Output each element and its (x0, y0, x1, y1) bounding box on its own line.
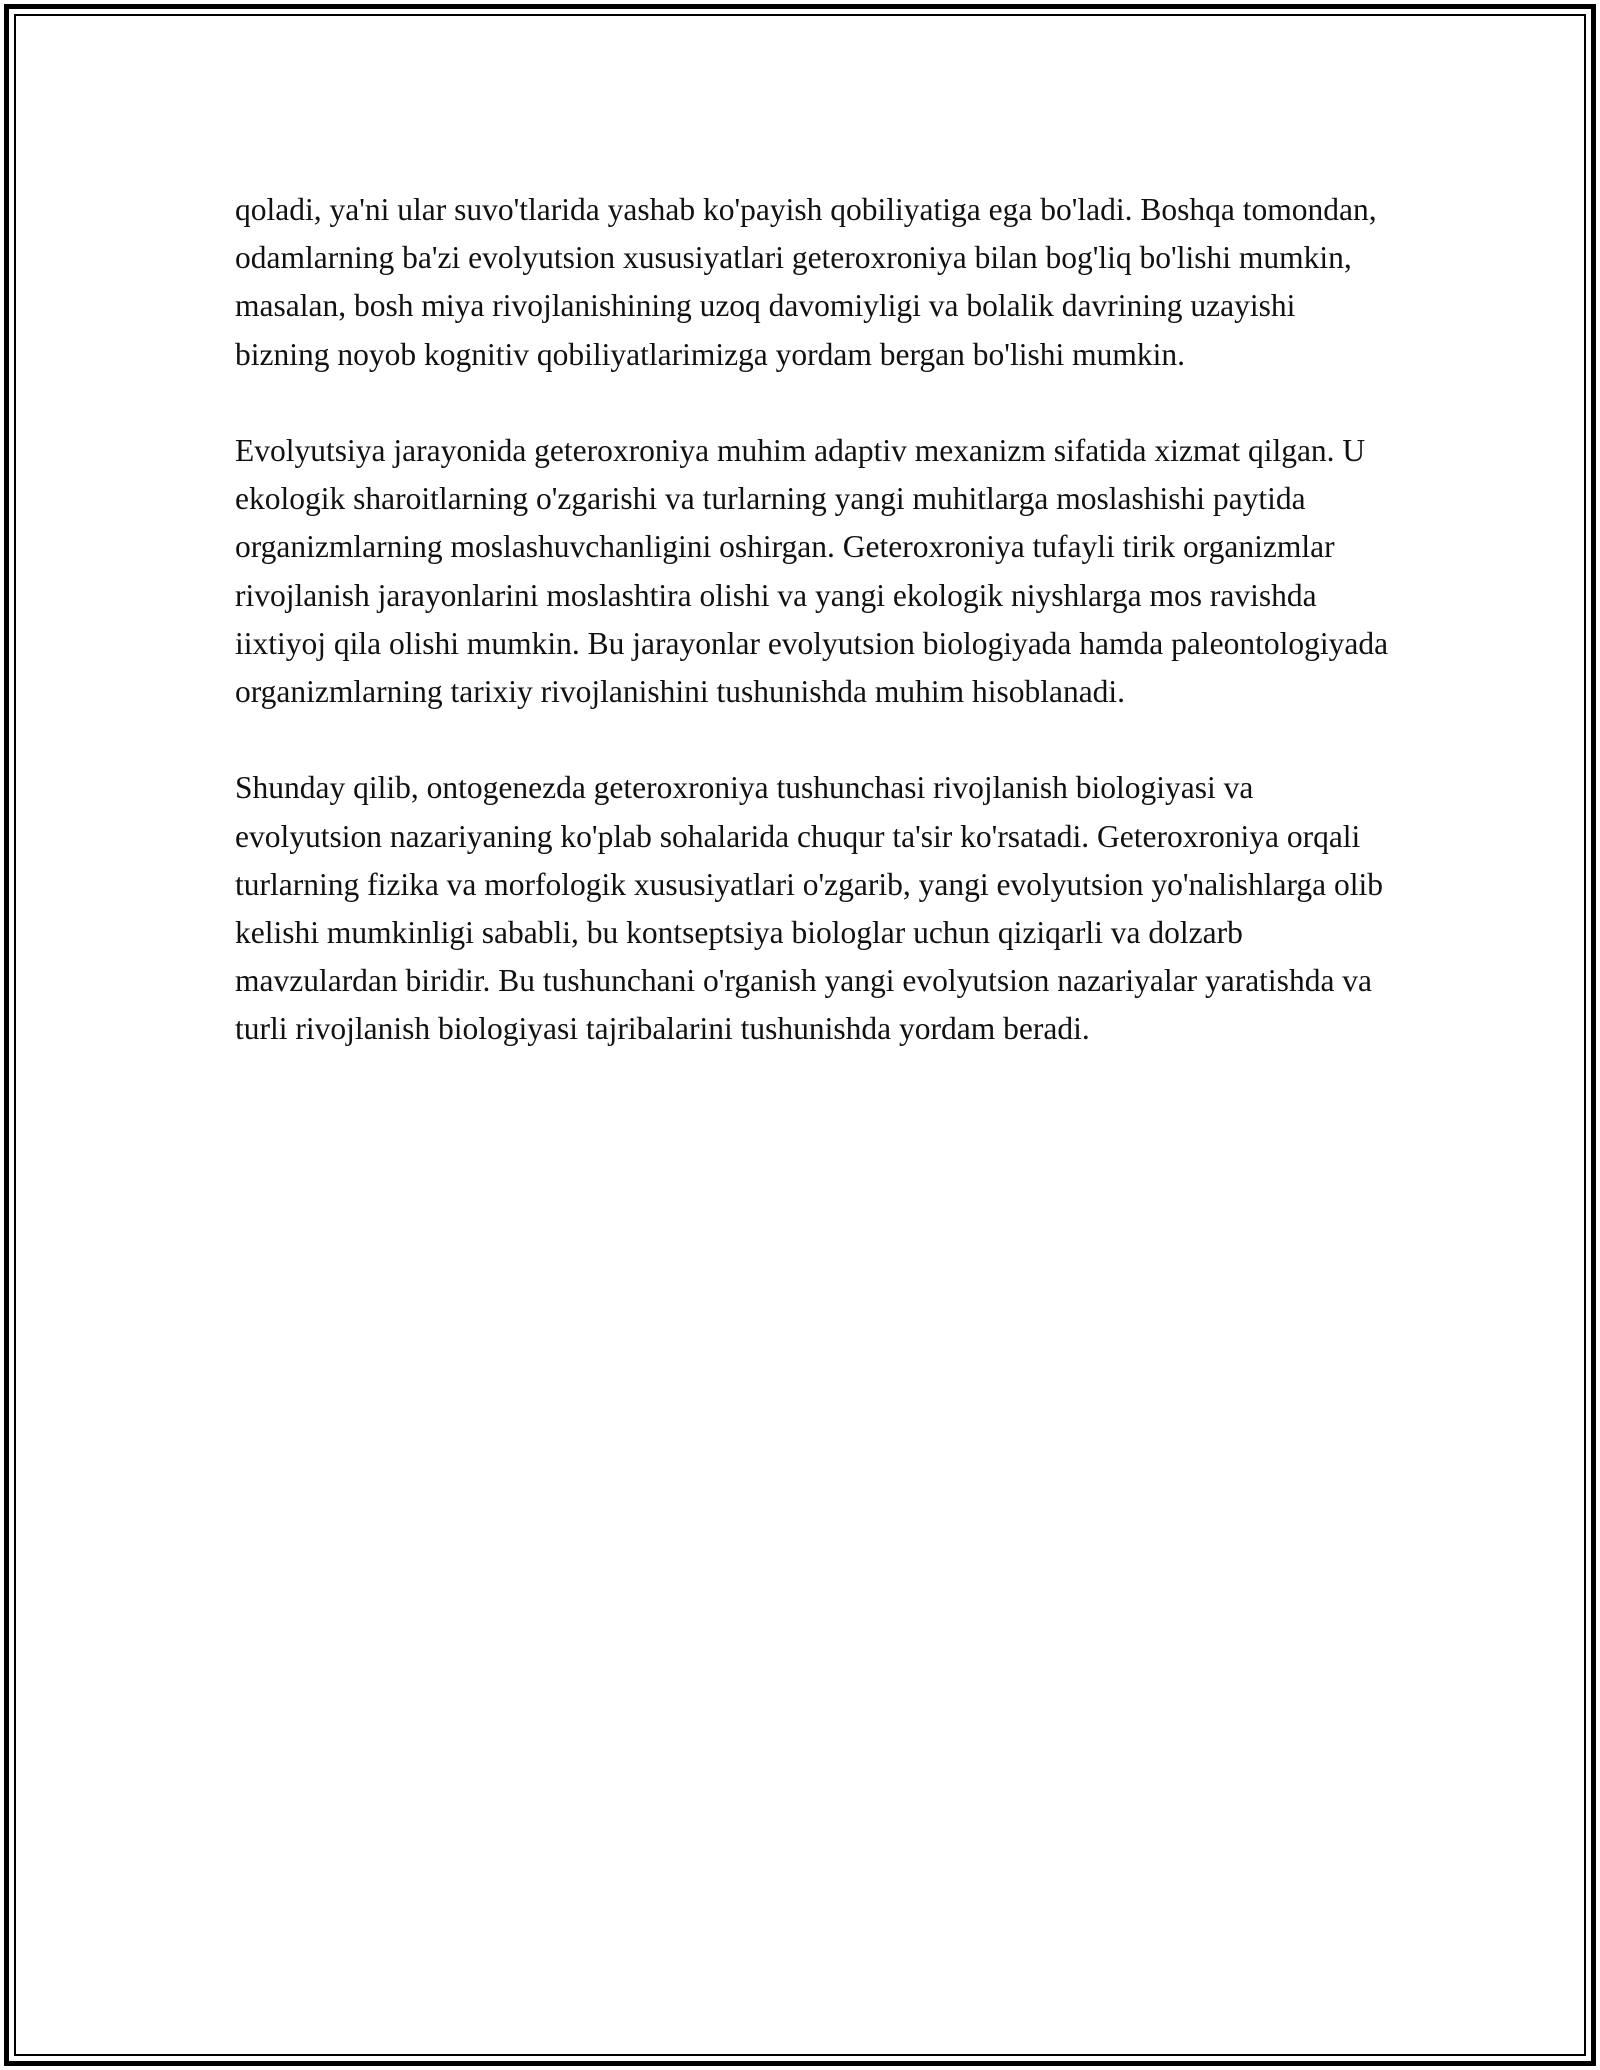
paragraph-2: Evolyutsiya jarayonida geteroxroniya muhim adaptiv mexanizm sifatida xizmat qilgan. U ekologik sharoitlarning o'zgarishi va turlarning yangi muhitlarga moslashishi paytida organizmlarning moslashuvchanligini oshirgan. Geteroxroniya tufayli tirik organizmlar rivojlanish jarayonlarini moslashtira olishi va yangi ekologik niyshlarga mos ravishda iixtiyoj qila olishi mumkin. Bu jarayonlar evolyutsion biologiyada hamda paleontologiyada organizmlarning tarixiy rivojlanishini tushunishda muhim hisoblanadi. (235, 433, 1389, 710)
paragraph-1: qoladi, ya'ni ular suvo'tlarida yashab ko'payish qobiliyatiga ega bo'ladi. Boshqa tomondan, odamlarning ba'zi evolyutsion xususiyatlari geteroxroniya bilan bog'liq bo'lishi mumkin, masalan, bosh miya rivojlanishining uzoq davomiyligi va bolalik davrining uzayishi bizning noyob kognitiv qobiliyatlarimizga yordam bergan bo'lishi mumkin. (235, 192, 1377, 372)
paragraph-3: Shunday qilib, ontogenezda geteroxroniya tushunchasi rivojlanish biologiyasi va evolyutsion nazariyaning ko'plab sohalarida chuqur ta'sir ko'rsatadi. Geteroxroniya orqali turlarning fizika va morfologik xususiyatlari o'zgarib, yangi evolyutsion yo'nalishlarga olib kelishi mumkinligi sababli, bu kontseptsiya biologlar uchun qiziqarli va dolzarb mavzulardan biridir. Bu tushunchani o'rganish yangi evolyutsion nazariyalar yaratishda va turli rivojlanish biologiyasi tajribalarini tushunishda yordam beradi. (235, 770, 1384, 1047)
document-body (235, 186, 1395, 1102)
